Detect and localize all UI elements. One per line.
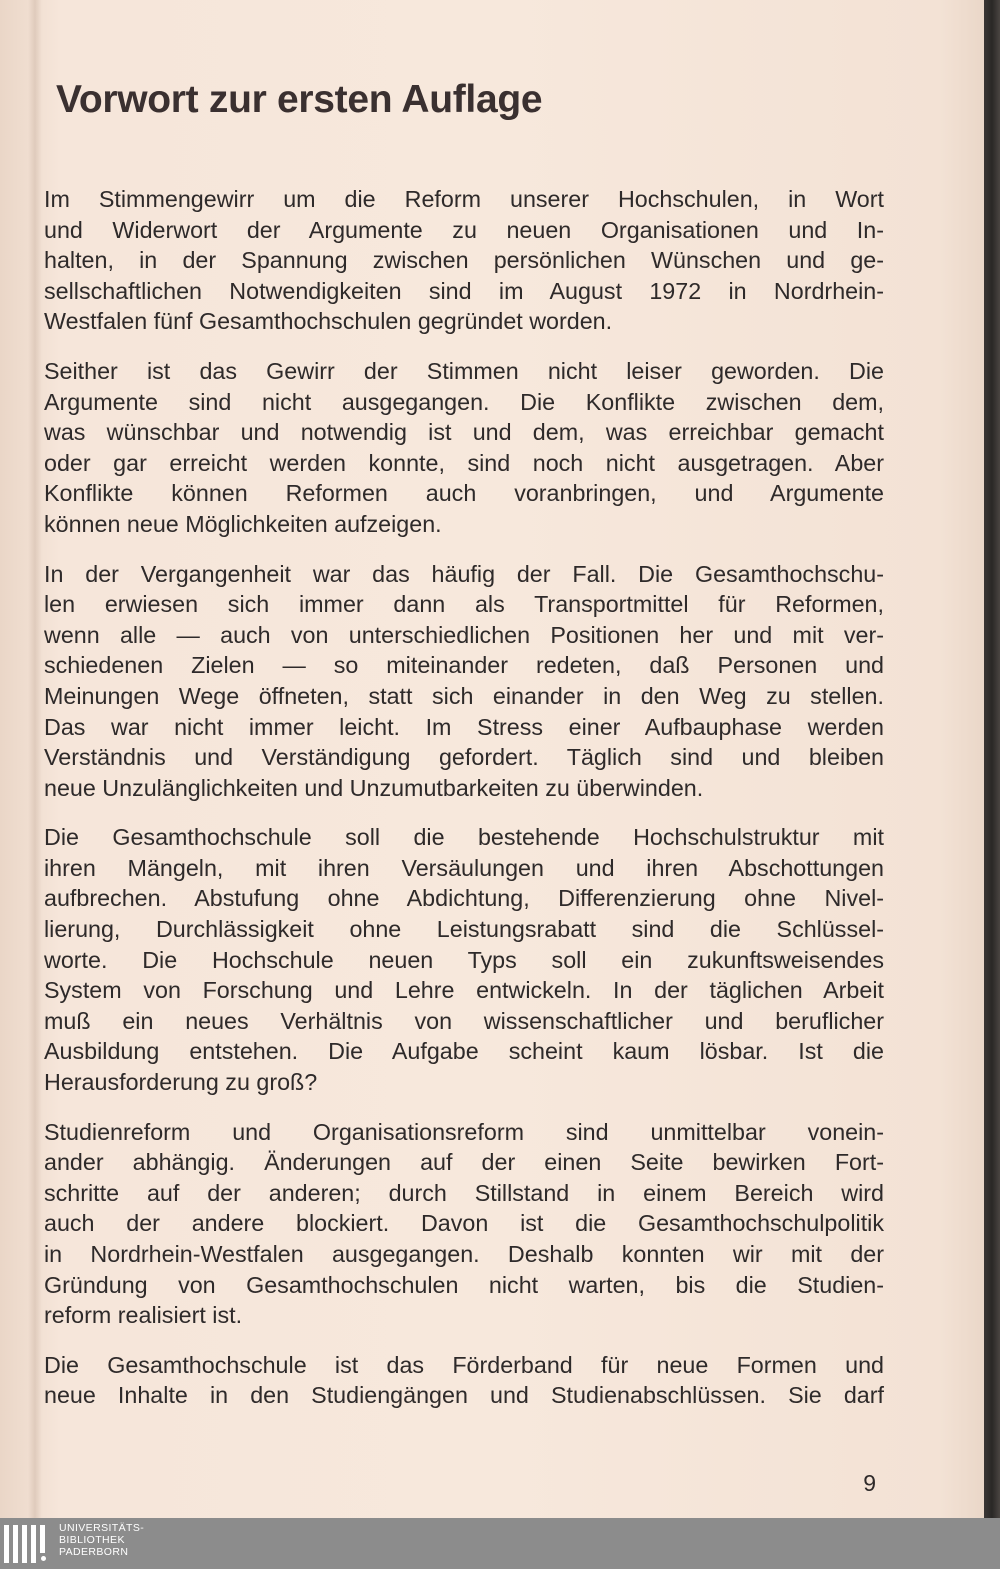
library-logo: [4, 1522, 144, 1564]
text-line: Gründung von Gesamthochschulen nicht warten, bis die Studien-: [44, 1271, 884, 1298]
spine-shadow: [28, 0, 42, 1518]
text-line: Die Gesamthochschule ist das Förderband für neue Formen und: [44, 1351, 884, 1378]
paragraph-1: [44, 184, 884, 337]
paragraph-4: [44, 822, 884, 1097]
text-line: halten, in der Spannung zwischen persönlichen Wünschen und ge-: [44, 247, 884, 274]
text-line: Die Gesamthochschule soll die bestehende Hochschulstruktur mit: [44, 824, 884, 851]
paragraph-6: [44, 1350, 884, 1411]
text-line: In der Vergangenheit war das häufig der Fall. Die Gesamthochschu-: [44, 560, 884, 587]
text-line: Im Stimmengewirr um die Reform unserer Hochschulen, in Wort: [44, 186, 884, 212]
library-name-line: PADERBORN: [59, 1546, 129, 1558]
text-line: schiedenen Zielen — so miteinander redeten, daß Personen und: [44, 652, 884, 679]
text-line: sellschaftlichen Notwendigkeiten sind im August 1972 in Nordrhein-: [44, 277, 884, 304]
text-line: ander abhängig. Änderungen auf der einen Seite bewirken Fort-: [44, 1149, 884, 1176]
text-line: oder gar erreicht werden konnte, sind noch nicht ausgetragen. Aber: [44, 449, 884, 476]
text-line: aufbrechen. Abstufung ohne Abdichtung, Differenzierung ohne Nivel-: [44, 885, 884, 912]
text-line: Verständnis und Verständigung gefordert. Täglich sind und bleiben: [44, 744, 884, 771]
text-line: worte. Die Hochschule neuen Typs soll ein zukunftsweisendes: [44, 946, 884, 973]
text-line: und Widerwort der Argumente zu neuen Organisationen und In-: [44, 216, 884, 243]
text-line: Herausforderung zu groß?: [44, 1069, 318, 1096]
text-line: in Nordrhein-Westfalen ausgegangen. Deshalb konnten wir mit der: [44, 1241, 884, 1267]
text-line: neue Inhalte in den Studiengängen und Studienabschlüssen. Sie darf: [44, 1382, 884, 1409]
page-title: Vorwort zur ersten Auflage: [56, 78, 543, 121]
library-name-line: UNIVERSITÄTS-: [59, 1522, 145, 1534]
text-line: Argumente sind nicht ausgegangen. Die Konflikte zwischen dem,: [44, 388, 884, 415]
library-footer-bar: [0, 1518, 1000, 1569]
text-line: Ausbildung entstehen. Die Aufgabe scheint kaum lösbar. Ist die: [44, 1038, 884, 1065]
text-line: Meinungen Wege öffneten, statt sich einander in den Weg zu stellen.: [44, 682, 884, 709]
text-line: muß ein neues Verhältnis von wissenschaftlicher und beruflicher: [44, 1007, 884, 1034]
text-line: können neue Möglichkeiten aufzeigen.: [44, 510, 442, 537]
paragraph-2: [44, 356, 884, 540]
library-name: [59, 1522, 144, 1558]
page-edge: [984, 0, 1000, 1518]
text-line: wenn alle — auch von unterschiedlichen Positionen her und mit ver-: [44, 621, 884, 648]
text-line: System von Forschung und Lehre entwickeln. In der täglichen Arbeit: [44, 977, 884, 1004]
body-text: [44, 184, 884, 1430]
text-line: Konflikte können Reformen auch voranbringen, und Argumente: [44, 480, 884, 507]
text-line: neue Unzulänglichkeiten und Unzumutbarkeiten zu überwinden.: [44, 774, 704, 801]
library-name-line: BIBLIOTHEK: [59, 1534, 125, 1546]
text-line: Seither ist das Gewirr der Stimmen nicht leiser geworden. Die: [44, 357, 884, 384]
text-line: len erwiesen sich immer dann als Transportmittel für Reformen,: [44, 591, 884, 618]
text-line: reform realisiert ist.: [44, 1302, 243, 1329]
text-line: Westfalen fünf Gesamthochschulen gegründet worden.: [44, 308, 613, 335]
text-line: ihren Mängeln, mit ihren Versäulungen und ihren Abschottungen: [44, 854, 884, 881]
text-line: schritte auf der anderen; durch Stillstand in einem Bereich wird: [44, 1179, 884, 1206]
logo-dot-icon: [41, 1556, 46, 1561]
text-line: Studienreform und Organisationsreform sind unmittelbar vonein-: [44, 1118, 884, 1145]
paragraph-5: [44, 1117, 884, 1331]
text-line: Das war nicht immer leicht. Im Stress einer Aufbauphase werden: [44, 713, 884, 740]
text-line: auch der andere blockiert. Davon ist die Gesamthochschulpolitik: [44, 1210, 884, 1237]
text-line: lierung, Durchlässigkeit ohne Leistungsrabatt sind die Schlüssel-: [44, 916, 884, 943]
library-bars-icon: [4, 1525, 45, 1563]
paragraph-3: [44, 559, 884, 804]
text-line: was wünschbar und notwendig ist und dem, was erreichbar gemacht: [44, 419, 884, 446]
page-number: 9: [863, 1470, 876, 1496]
